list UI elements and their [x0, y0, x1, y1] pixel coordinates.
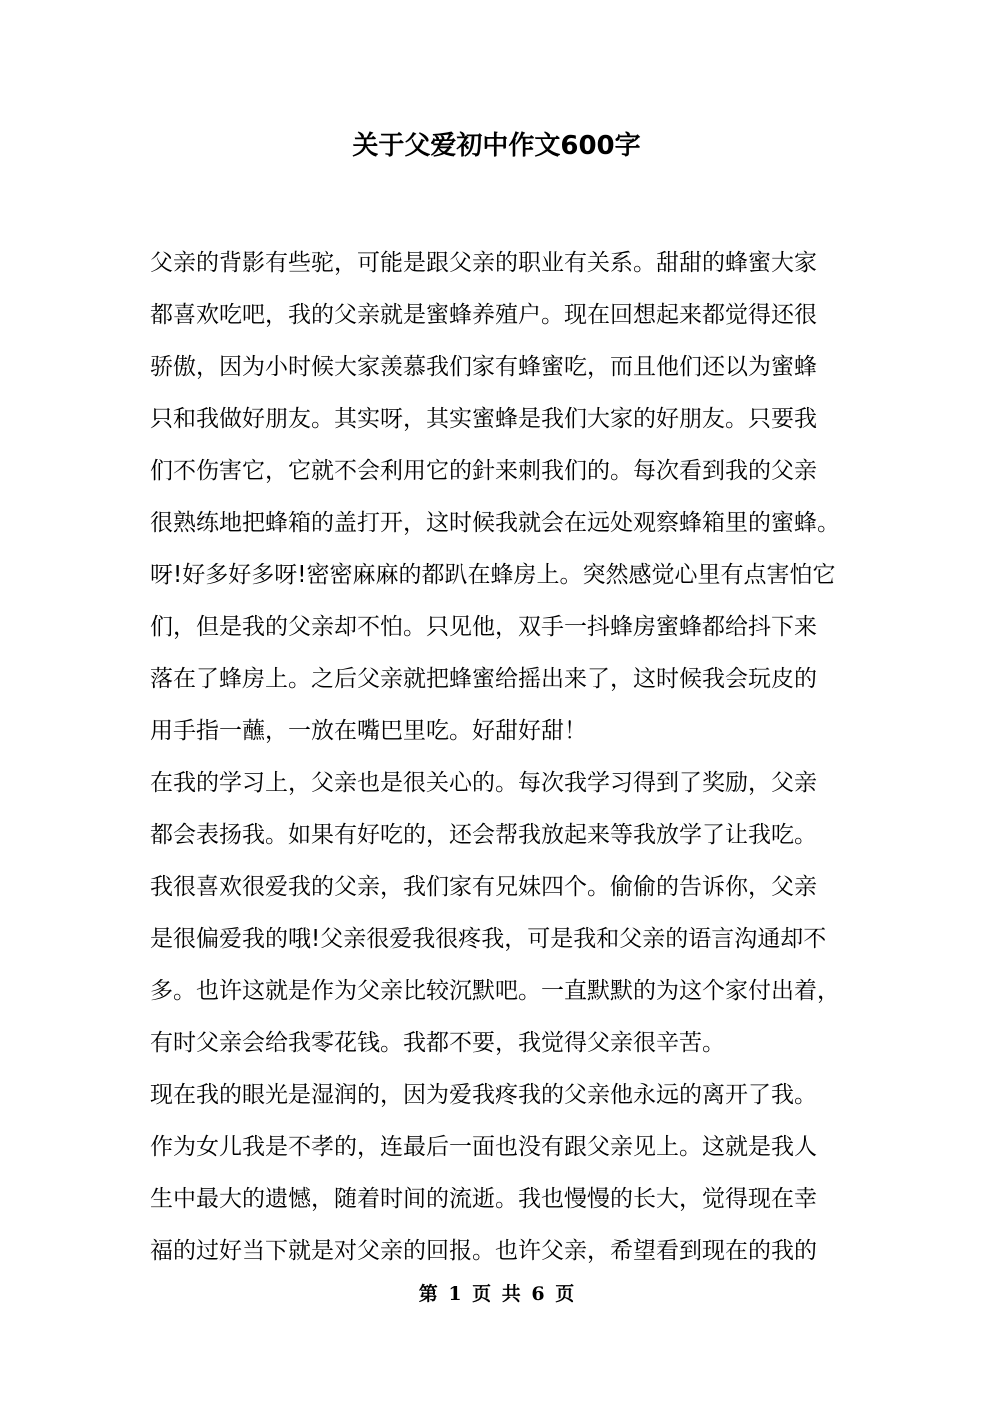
text-line: 我很喜欢很爱我的父亲，我们家有兄妹四个。偷偷的告诉你，父亲 [150, 874, 817, 900]
document-body [150, 237, 840, 1277]
text-line: 们，但是我的父亲却不怕。只见他，双手一抖蜂房蜜蜂都给抖下来 [150, 614, 817, 640]
text-line: 都会表扬我。如果有好吃的，还会帮我放起来等我放学了让我吃。 [150, 822, 817, 848]
text-line: 呀!好多好多呀!密密麻麻的都趴在蜂房上。突然感觉心里有点害怕它 [150, 562, 836, 588]
text-line: 有时父亲会给我零花钱。我都不要，我觉得父亲很辛苦。 [150, 1030, 725, 1056]
text-line: 父亲的背影有些驼，可能是跟父亲的职业有关系。甜甜的蜂蜜大家 [150, 250, 817, 276]
text-line: 很熟练地把蜂箱的盖打开，这时候我就会在远处观察蜂箱里的蜜蜂。 [150, 510, 840, 536]
text-line: 只和我做好朋友。其实呀，其实蜜蜂是我们大家的好朋友。只要我 [150, 406, 817, 432]
text-line: 骄傲，因为小时候大家羡慕我们家有蜂蜜吃，而且他们还以为蜜蜂 [150, 354, 817, 380]
text-line: 在我的学习上，父亲也是很关心的。每次我学习得到了奖励，父亲 [150, 770, 817, 796]
text-line: 作为女儿我是不孝的，连最后一面也没有跟父亲见上。这就是我人 [150, 1134, 817, 1160]
text-line: 都喜欢吃吧，我的父亲就是蜜蜂养殖户。现在回想起来都觉得还很 [150, 302, 817, 328]
page-number-footer: 第 1 页 共 6 页 [418, 1283, 575, 1305]
text-line: 多。也许这就是作为父亲比较沉默吧。一直默默的为这个家付出着， [150, 978, 840, 1004]
document-title: 关于父爱初中作文600字 [352, 131, 641, 161]
text-line: 用手指一蘸，一放在嘴巴里吃。好甜好甜！ [150, 718, 587, 744]
text-line: 福的过好当下就是对父亲的回报。也许父亲，希望看到现在的我的 [150, 1238, 817, 1264]
text-line: 落在了蜂房上。之后父亲就把蜂蜜给摇出来了，这时候我会玩皮的 [150, 666, 817, 692]
text-line: 是很偏爱我的哦!父亲很爱我很疼我，可是我和父亲的语言沟通却不 [150, 926, 827, 952]
text-line: 们不伤害它，它就不会利用它的針来刺我们的。每次看到我的父亲 [150, 458, 817, 484]
text-line: 现在我的眼光是湿润的，因为爱我疼我的父亲他永远的离开了我。 [150, 1082, 817, 1108]
text-line: 生中最大的遗憾，随着时间的流逝。我也慢慢的长大，觉得现在幸 [150, 1186, 817, 1212]
